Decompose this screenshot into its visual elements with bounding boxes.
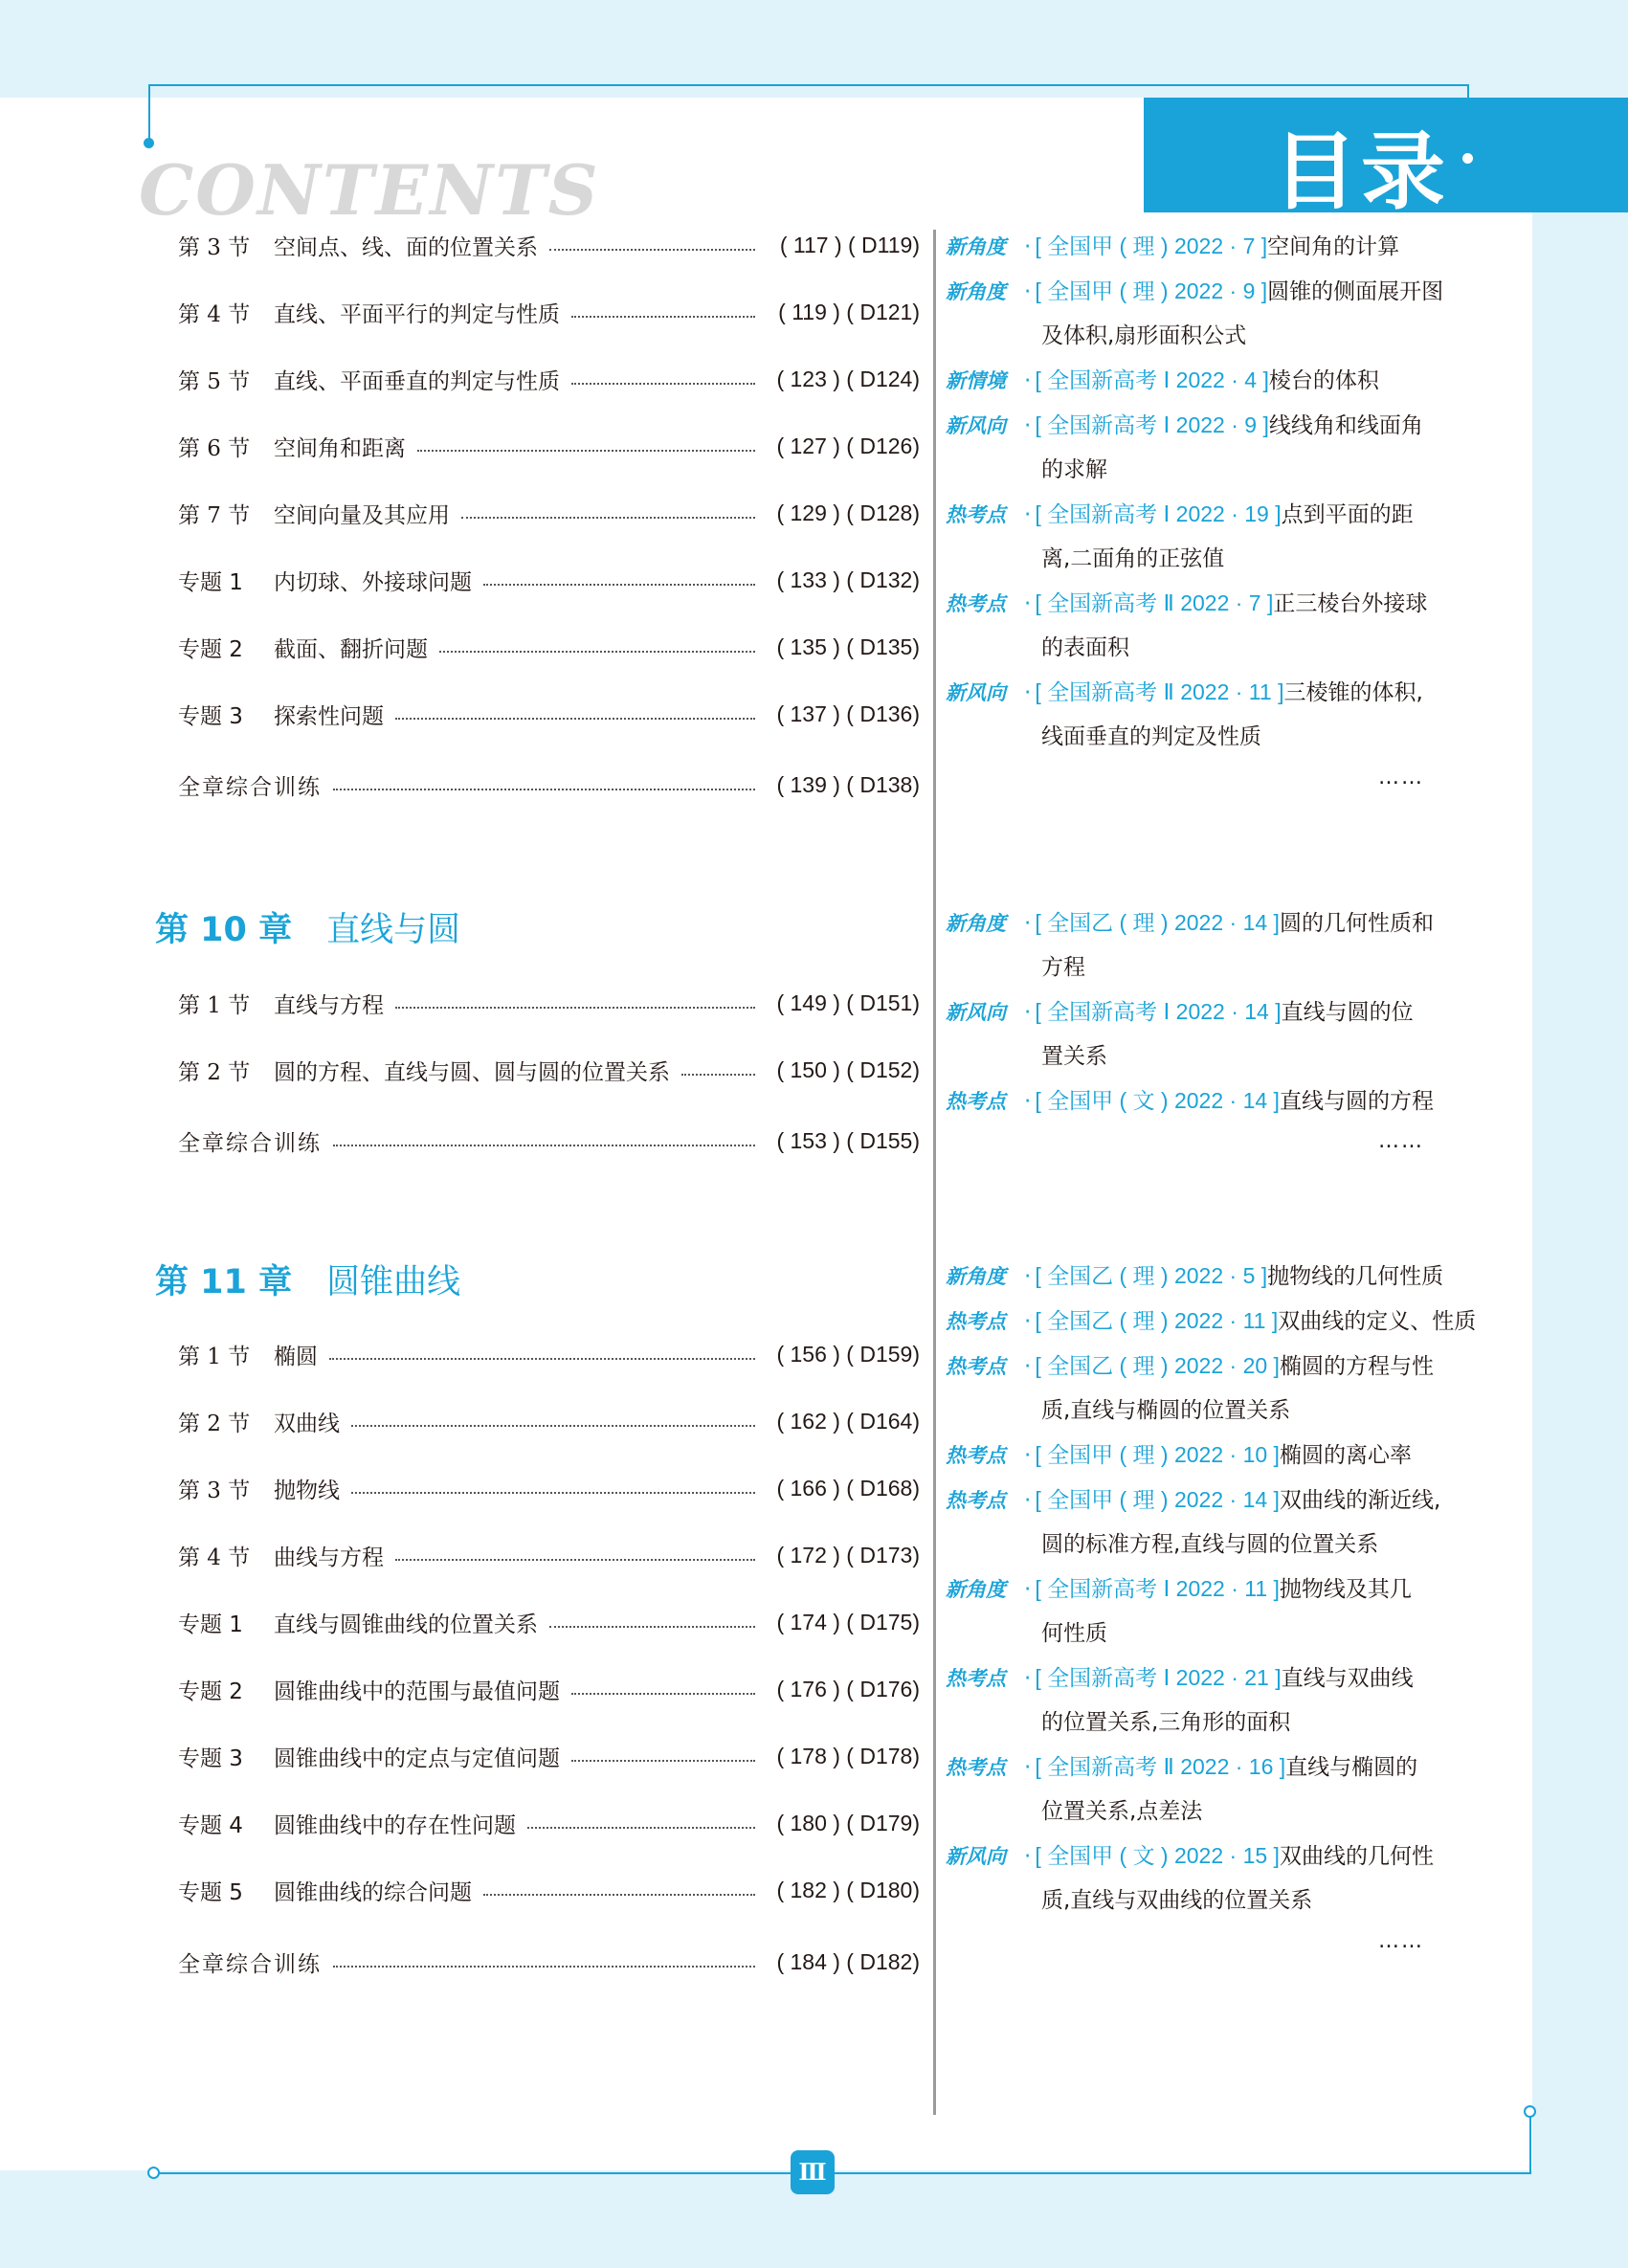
note-text-continued: 圆的标准方程,直线与圆的位置关系 [1041, 1532, 1379, 1557]
contents-watermark: CONTENTS [139, 149, 600, 231]
toc-entry-prefix: 第 1 节 [178, 992, 251, 1018]
toc-entry-title: 空间向量及其应用 [274, 502, 450, 528]
toc-entry[interactable] [178, 427, 920, 465]
note-text: 双曲线的渐近线, [1279, 1488, 1441, 1513]
exam-note-item [946, 403, 1482, 492]
toc-entry-label [178, 1055, 670, 1086]
note-text: 双曲线的几何性 [1279, 1844, 1434, 1869]
dot-leader [333, 789, 755, 790]
toc-entry-pages: ( 182 ) ( D180) [776, 1877, 920, 1902]
page-title: 目录 [1273, 122, 1450, 221]
toc-entry-label [178, 1473, 340, 1504]
toc-entry[interactable] [178, 1871, 920, 1909]
note-source: [ 全国新高考 Ⅰ 2022 · 4 ] [1035, 367, 1269, 392]
note-separator: · [1024, 234, 1032, 259]
toc-entry-pages: ( 156 ) ( D159) [776, 1341, 920, 1367]
toc-entry-pages: ( 153 ) ( D155) [776, 1127, 920, 1153]
note-tag: 热考点 [946, 1355, 1006, 1378]
dot-leader [351, 1425, 755, 1427]
note-text: 直线与椭圆的 [1285, 1755, 1418, 1780]
toc-entry-prefix: 第 2 节 [178, 1059, 251, 1085]
toc-entry-pages: ( 172 ) ( D173) [776, 1542, 920, 1568]
note-separator: · [1024, 1666, 1032, 1691]
note-tag: 热考点 [946, 1756, 1006, 1779]
note-separator: · [1024, 502, 1032, 527]
toc-entry-title: 探索性问题 [274, 703, 384, 729]
exam-note-item [946, 1344, 1482, 1433]
toc-entry-title: 圆的方程、直线与圆、圆与圆的位置关系 [274, 1059, 670, 1085]
note-tag: 热考点 [946, 592, 1006, 615]
exam-note-item [946, 358, 1482, 403]
toc-entry-prefix: 第 7 节 [178, 502, 251, 528]
note-tag: 新角度 [946, 1265, 1006, 1288]
toc-entry-title: 圆锥曲线中的定点与定值问题 [274, 1745, 560, 1771]
exam-notes [946, 1254, 1482, 1923]
note-text: 棱台的体积 [1268, 368, 1379, 393]
toc-entry-pages: ( 137 ) ( D136) [776, 700, 920, 726]
note-separator: · [1024, 1264, 1032, 1289]
toc-entry-prefix: 第 6 节 [178, 435, 251, 461]
toc-entry-prefix: 专题 1 [178, 569, 243, 595]
note-text: 抛物线的几何性质 [1267, 1264, 1444, 1289]
note-text: 点到平面的距 [1281, 502, 1414, 527]
note-separator: · [1024, 911, 1032, 936]
exam-note-item [946, 1299, 1482, 1344]
note-source: [ 全国新高考 Ⅱ 2022 · 7 ] [1035, 590, 1274, 615]
dot-leader [395, 1559, 755, 1561]
note-tag: 新风向 [946, 414, 1006, 437]
exam-note-item [946, 1254, 1482, 1299]
note-text-continued: 质,直线与双曲线的位置关系 [1041, 1888, 1313, 1913]
toc-entry-prefix: 第 3 节 [178, 1478, 251, 1503]
toc-entry-prefix: 专题 1 [178, 1612, 243, 1637]
toc-entry[interactable] [178, 1804, 920, 1842]
dot-leader [527, 1827, 755, 1829]
toc-entry-label [178, 1125, 322, 1157]
toc-entry-prefix: 专题 5 [178, 1879, 243, 1905]
exam-note-item [946, 1745, 1482, 1834]
note-tag: 热考点 [946, 503, 1006, 526]
note-tag: 热考点 [946, 1090, 1006, 1113]
toc-entry[interactable] [178, 1402, 920, 1440]
note-text-continued: 及体积,扇形面积公式 [1041, 323, 1247, 348]
toc-entry-prefix: 第 5 节 [178, 368, 251, 394]
exam-note-item [946, 1433, 1482, 1478]
chapter-title: 圆锥曲线 [326, 1263, 461, 1301]
dot-leader [439, 651, 755, 653]
notes-ellipsis: …… [1378, 1929, 1424, 1953]
note-source: [ 全国乙 ( 理 ) 2022 · 20 ] [1035, 1353, 1280, 1378]
note-source: [ 全国乙 ( 理 ) 2022 · 5 ] [1035, 1263, 1268, 1288]
note-separator: · [1024, 1000, 1032, 1025]
toc-entry-label [178, 1406, 340, 1437]
page-number-badge: Ⅲ [791, 2150, 835, 2194]
toc-entry-prefix: 专题 3 [178, 703, 243, 729]
dot-leader [571, 1760, 755, 1762]
note-text-continued: 线面垂直的判定及性质 [1041, 724, 1261, 749]
toc-entry-title: 圆锥曲线的综合问题 [274, 1879, 472, 1905]
exam-note-item [946, 224, 1482, 269]
note-source: [ 全国甲 ( 文 ) 2022 · 14 ] [1035, 1088, 1280, 1113]
toc-entry[interactable] [178, 1603, 920, 1641]
note-separator: · [1024, 1354, 1032, 1379]
toc-entry-pages: ( 150 ) ( D152) [776, 1056, 920, 1082]
note-source: [ 全国甲 ( 理 ) 2022 · 9 ] [1035, 278, 1268, 303]
toc-entry[interactable] [178, 494, 920, 532]
dot-leader [395, 718, 755, 720]
note-source: [ 全国甲 ( 理 ) 2022 · 14 ] [1035, 1487, 1280, 1512]
toc-entry-prefix: 专题 2 [178, 1679, 243, 1704]
note-separator: · [1024, 279, 1032, 304]
note-text: 直线与圆的位 [1281, 1000, 1414, 1025]
toc-entry[interactable] [178, 766, 920, 804]
toc-entry[interactable] [178, 360, 920, 398]
toc-entry-title: 截面、翻折问题 [274, 636, 428, 662]
toc-entry-label [178, 230, 538, 261]
toc-entry[interactable] [178, 1335, 920, 1373]
exam-notes [946, 901, 1482, 1123]
note-separator: · [1024, 368, 1032, 393]
toc-entry-pages: ( 180 ) ( D179) [776, 1810, 920, 1835]
exam-note-item [946, 269, 1482, 358]
dot-leader [461, 517, 755, 519]
toc-entry-title: 圆锥曲线中的存在性问题 [274, 1812, 516, 1838]
exam-note-item [946, 901, 1482, 989]
note-tag: 新角度 [946, 912, 1006, 935]
note-text: 椭圆的离心率 [1279, 1443, 1412, 1468]
toc-entry-pages: ( 162 ) ( D164) [776, 1408, 920, 1434]
toc-entry[interactable] [178, 1737, 920, 1775]
toc-entry[interactable] [178, 695, 920, 733]
note-text: 三棱锥的体积, [1283, 680, 1423, 705]
toc-entry-label [178, 699, 384, 730]
exam-note-item [946, 1834, 1482, 1923]
note-source: [ 全国新高考 Ⅱ 2022 · 11 ] [1035, 679, 1284, 704]
note-separator: · [1024, 1488, 1032, 1513]
toc-entry-title: 圆锥曲线中的范围与最值问题 [274, 1679, 560, 1704]
toc-entry-prefix: 第 3 节 [178, 234, 251, 260]
toc-entry[interactable] [178, 293, 920, 331]
exam-note-item [946, 989, 1482, 1078]
dot-leader [483, 1894, 755, 1896]
note-source: [ 全国乙 ( 理 ) 2022 · 11 ] [1035, 1308, 1279, 1333]
toc-entry-label [178, 1808, 516, 1839]
toc-entry-prefix: 第 4 节 [178, 301, 251, 327]
note-tag: 新情境 [946, 369, 1006, 392]
note-text: 椭圆的方程与性 [1279, 1354, 1434, 1379]
toc-entry[interactable] [178, 1536, 920, 1574]
toc-entry-pages: ( 149 ) ( D151) [776, 989, 920, 1015]
toc-entry-pages: ( 176 ) ( D176) [776, 1676, 920, 1701]
toc-entry[interactable] [178, 984, 920, 1022]
dot-leader [483, 584, 755, 586]
note-tag: 热考点 [946, 1667, 1006, 1690]
toc-entry-label [178, 1875, 472, 1906]
toc-entry-label [178, 1540, 384, 1571]
dot-leader [571, 383, 755, 385]
frame-line-top [148, 84, 1469, 86]
toc-entry-pages: ( 139 ) ( D138) [776, 771, 920, 797]
note-text-continued: 的表面积 [1041, 635, 1129, 660]
note-source: [ 全国甲 ( 理 ) 2022 · 7 ] [1035, 233, 1268, 258]
note-text: 圆的几何性质和 [1279, 911, 1434, 936]
note-tag: 新角度 [946, 1578, 1006, 1601]
note-source: [ 全国新高考 Ⅰ 2022 · 9 ] [1035, 412, 1269, 437]
note-source: [ 全国新高考 Ⅰ 2022 · 14 ] [1035, 999, 1282, 1024]
note-separator: · [1024, 680, 1032, 705]
toc-entry-title: 双曲线 [274, 1411, 340, 1436]
note-text: 直线与圆的方程 [1279, 1089, 1434, 1114]
note-tag: 热考点 [946, 1489, 1006, 1512]
toc-entry-pages: ( 184 ) ( D182) [776, 1948, 920, 1974]
toc-entry-label [178, 1607, 538, 1638]
dot-leader [549, 249, 755, 251]
note-separator: · [1024, 1089, 1032, 1114]
toc-entry[interactable] [178, 628, 920, 666]
exam-note-item [946, 1078, 1482, 1123]
dot-leader [571, 1693, 755, 1695]
column-divider [933, 230, 936, 2115]
chapter-number: 第 10 章 [155, 911, 293, 949]
note-text-continued: 的位置关系,三角形的面积 [1041, 1710, 1291, 1735]
dot-leader [395, 1007, 755, 1009]
toc-entry-label [178, 498, 450, 529]
toc-entry[interactable] [178, 1943, 920, 1981]
toc-entry-title: 全章综合训练 [178, 774, 322, 800]
dot-leader [571, 316, 755, 318]
toc-entry-prefix: 第 2 节 [178, 1411, 251, 1436]
note-separator: · [1024, 1577, 1032, 1602]
toc-entry-pages: ( 166 ) ( D168) [776, 1475, 920, 1501]
exam-note-item [946, 1567, 1482, 1656]
toc-entry[interactable] [178, 561, 920, 599]
toc-entry-label [178, 1674, 560, 1705]
toc-entry[interactable] [178, 1051, 920, 1089]
dot-leader [329, 1358, 755, 1360]
frame-line-bottom-right [1529, 2113, 1531, 2174]
toc-entry-label [178, 632, 428, 663]
note-source: [ 全国乙 ( 理 ) 2022 · 14 ] [1035, 910, 1280, 935]
frame-ring-icon [147, 2167, 160, 2179]
note-text: 抛物线及其几 [1279, 1577, 1412, 1602]
toc-entry-pages: ( 123 ) ( D124) [776, 366, 920, 391]
toc-entry-pages: ( 119 ) ( D121) [778, 299, 920, 324]
note-text-continued: 的求解 [1041, 457, 1107, 482]
toc-entry-label [178, 565, 472, 596]
dot-leader [417, 450, 755, 452]
note-text-continued: 质,直线与椭圆的位置关系 [1041, 1398, 1291, 1423]
dot-leader [333, 1966, 755, 1968]
note-text: 正三棱台外接球 [1273, 591, 1428, 616]
toc-entry-title: 直线、平面垂直的判定与性质 [274, 368, 560, 394]
chapter-heading [155, 1256, 460, 1303]
toc-entry-title: 空间点、线、面的位置关系 [274, 234, 538, 260]
toc-entry-prefix: 专题 2 [178, 636, 243, 662]
note-tag: 热考点 [946, 1444, 1006, 1467]
toc-entry-title: 曲线与方程 [274, 1545, 384, 1570]
toc-entry[interactable] [178, 1469, 920, 1507]
notes-ellipsis: …… [1378, 766, 1424, 789]
note-separator: · [1024, 1844, 1032, 1869]
note-separator: · [1024, 1443, 1032, 1468]
toc-entry-title: 空间角和距离 [274, 435, 406, 461]
note-text: 空间角的计算 [1267, 234, 1400, 259]
toc-entry-pages: ( 178 ) ( D178) [776, 1743, 920, 1768]
note-text-continued: 置关系 [1041, 1044, 1107, 1069]
note-tag: 新风向 [946, 1001, 1006, 1024]
note-source: [ 全国甲 ( 文 ) 2022 · 15 ] [1035, 1843, 1280, 1868]
toc-entry-title: 全章综合训练 [178, 1951, 322, 1977]
note-separator: · [1024, 591, 1032, 616]
note-separator: · [1024, 1755, 1032, 1780]
toc-entry-title: 内切球、外接球问题 [274, 569, 472, 595]
dot-leader [549, 1626, 755, 1628]
toc-entry-title: 直线、平面平行的判定与性质 [274, 301, 560, 327]
note-separator: · [1024, 413, 1032, 438]
note-tag: 热考点 [946, 1310, 1006, 1333]
note-text: 线线角和线面角 [1268, 413, 1423, 438]
banner-dot-icon [1462, 153, 1473, 164]
exam-notes [946, 224, 1482, 759]
exam-note-item [946, 1478, 1482, 1567]
notes-ellipsis: …… [1378, 1129, 1424, 1153]
toc-entry-label [178, 1339, 318, 1370]
toc-entry-prefix: 第 1 节 [178, 1344, 251, 1369]
exam-note-item [946, 492, 1482, 581]
note-tag: 新风向 [946, 681, 1006, 704]
toc-entry-title: 直线与方程 [274, 992, 384, 1018]
note-tag: 新风向 [946, 1845, 1006, 1868]
note-text-continued: 方程 [1041, 955, 1085, 980]
note-separator: · [1024, 1309, 1032, 1334]
note-text-continued: 离,二面角的正弦值 [1041, 546, 1225, 571]
toc-entry-label [178, 364, 560, 395]
toc-entry-pages: ( 133 ) ( D132) [776, 567, 920, 592]
note-tag: 新角度 [946, 280, 1006, 303]
frame-ring-icon [1524, 2105, 1536, 2118]
exam-note-item [946, 1656, 1482, 1745]
dot-leader [333, 1145, 755, 1146]
chapter-heading [155, 903, 460, 951]
toc-entry-title: 抛物线 [274, 1478, 340, 1503]
toc-entry-prefix: 专题 3 [178, 1745, 243, 1771]
toc-entry-label [178, 769, 322, 801]
note-source: [ 全国新高考 Ⅰ 2022 · 19 ] [1035, 501, 1282, 526]
toc-entry[interactable] [178, 226, 920, 264]
exam-note-item [946, 670, 1482, 759]
toc-entry-prefix: 第 4 节 [178, 1545, 251, 1570]
frame-line-bottom [153, 2172, 1531, 2174]
toc-entry-label [178, 1741, 560, 1772]
note-source: [ 全国甲 ( 理 ) 2022 · 10 ] [1035, 1442, 1280, 1467]
note-text-continued: 何性质 [1041, 1621, 1107, 1646]
toc-entry-label [178, 431, 406, 462]
note-source: [ 全国新高考 Ⅱ 2022 · 16 ] [1035, 1754, 1286, 1779]
chapter-title: 直线与圆 [326, 911, 461, 949]
toc-entry-pages: ( 129 ) ( D128) [776, 500, 920, 525]
dot-leader [351, 1492, 755, 1494]
toc-entry-pages: ( 135 ) ( D135) [776, 634, 920, 659]
dot-leader [681, 1074, 755, 1076]
note-text: 直线与双曲线 [1281, 1666, 1414, 1691]
note-source: [ 全国新高考 Ⅰ 2022 · 11 ] [1035, 1576, 1280, 1601]
toc-entry[interactable] [178, 1670, 920, 1708]
toc-entry-title: 椭圆 [274, 1344, 318, 1369]
toc-entry-pages: ( 117 ) ( D119) [779, 232, 920, 257]
exam-note-item [946, 581, 1482, 670]
frame-line-left [148, 84, 150, 144]
note-source: [ 全国新高考 Ⅰ 2022 · 21 ] [1035, 1665, 1282, 1690]
chapter-number: 第 11 章 [155, 1263, 293, 1301]
toc-entry-label [178, 988, 384, 1019]
toc-entry-prefix: 专题 4 [178, 1812, 243, 1838]
note-text: 圆锥的侧面展开图 [1267, 279, 1444, 304]
frame-dot-icon [144, 138, 154, 148]
toc-entry[interactable] [178, 1122, 920, 1160]
note-text: 双曲线的定义、性质 [1278, 1309, 1477, 1334]
toc-entry-title: 直线与圆锥曲线的位置关系 [274, 1612, 538, 1637]
toc-entry-label [178, 297, 560, 328]
note-tag: 新角度 [946, 235, 1006, 258]
toc-entry-pages: ( 174 ) ( D175) [776, 1609, 920, 1634]
toc-entry-pages: ( 127 ) ( D126) [776, 433, 920, 458]
toc-entry-label [178, 1946, 322, 1978]
note-text-continued: 位置关系,点差法 [1041, 1799, 1203, 1824]
toc-entry-title: 全章综合训练 [178, 1130, 322, 1156]
